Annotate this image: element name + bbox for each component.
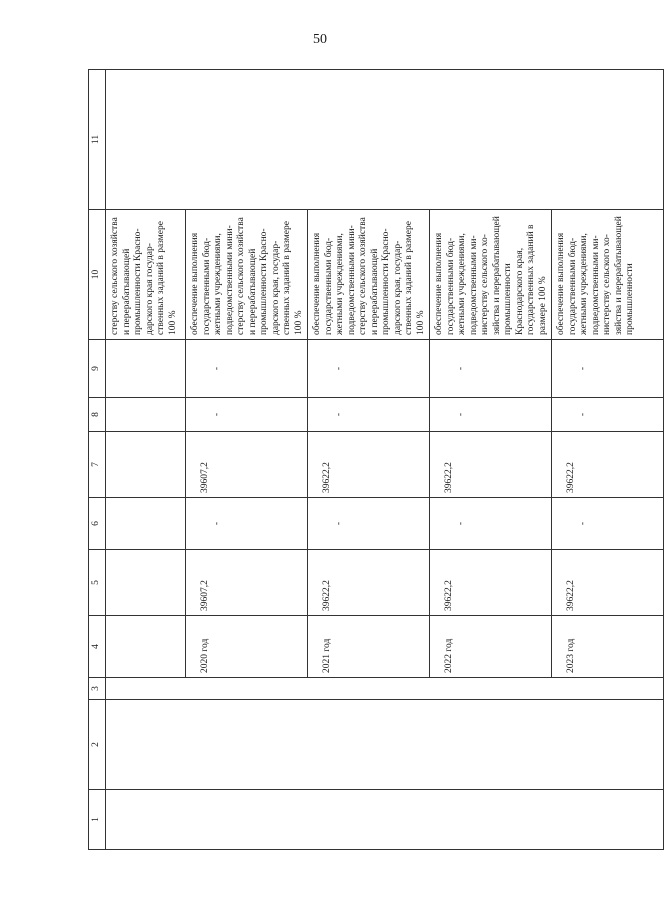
table-row xyxy=(106,70,186,850)
value-cell: - xyxy=(552,498,664,550)
value-cell: - xyxy=(430,398,552,432)
column-number: 10 xyxy=(89,210,106,340)
table-cell xyxy=(106,398,186,432)
value-cell: 39622,2 xyxy=(552,550,664,616)
column-number: 7 xyxy=(89,432,106,498)
column-number: 2 xyxy=(89,700,106,790)
value-cell: - xyxy=(430,340,552,398)
value-cell: - xyxy=(308,340,430,398)
value-cell: 39622,2 xyxy=(308,432,430,498)
value-cell: - xyxy=(552,340,664,398)
year-cell: 2021 год xyxy=(308,616,430,678)
value-cell: 39607,2 xyxy=(186,550,308,616)
column-number: 5 xyxy=(89,550,106,616)
value-cell: 39622,2 xyxy=(430,550,552,616)
description-cell: обеспечение выполнения государственными бюджетными учреждениями, подведомственными министерству сельского хозяйства и перерабатывающей промышленности Краснодарского края, государственных заданий в размере 100 % xyxy=(308,210,430,340)
table-cell xyxy=(106,70,664,210)
value-cell: 39607,2 xyxy=(186,432,308,498)
column-number: 11 xyxy=(89,70,106,210)
rotated-table-area xyxy=(88,70,635,850)
table-cell xyxy=(106,340,186,398)
value-cell: - xyxy=(308,398,430,432)
column-number-row xyxy=(89,70,106,850)
column-number: 1 xyxy=(89,790,106,850)
table-cell xyxy=(106,432,186,498)
value-cell: 39622,2 xyxy=(430,432,552,498)
column-number: 8 xyxy=(89,398,106,432)
value-cell: - xyxy=(308,498,430,550)
table-cell xyxy=(106,550,186,616)
value-cell: 39622,2 xyxy=(552,432,664,498)
year-cell: 2022 год xyxy=(430,616,552,678)
description-cell: обеспечение выполнения государственными бюджетными учреждениями, подведомственными министерству сельского хозяйства и перерабатывающей промышленности Краснодарского края, государственных заданий в размере 100 % xyxy=(186,210,308,340)
column-number: 9 xyxy=(89,340,106,398)
table-cell xyxy=(106,616,186,678)
description-cell: стерству сельского хозяйства и перерабатывающей промышленности Краснодарского края государственных заданий в размере 100 % xyxy=(106,210,186,340)
value-cell: - xyxy=(430,498,552,550)
value-cell: 39622,2 xyxy=(308,550,430,616)
description-cell: обеспечение выполнения государственными бюджетными учреждениями, подведомственными министерству сельского хозяйства и перерабатывающей промышленности xyxy=(552,210,664,340)
page-number: 50 xyxy=(313,32,327,47)
rotated-table-container xyxy=(88,70,635,850)
value-cell: - xyxy=(186,398,308,432)
value-cell: - xyxy=(186,498,308,550)
program-table xyxy=(88,69,664,850)
description-cell: обеспечение выполнения государственными бюджетными учреждениями, подведомственными министерству сельского хозяйства и перерабатывающей промышленности Краснодарского края, государственных заданий в размере 100 % xyxy=(430,210,552,340)
column-number: 4 xyxy=(89,616,106,678)
value-cell: - xyxy=(186,340,308,398)
table-cell xyxy=(106,700,664,790)
year-cell: 2020 год xyxy=(186,616,308,678)
column-number: 6 xyxy=(89,498,106,550)
value-cell: - xyxy=(552,398,664,432)
column-number: 3 xyxy=(89,678,106,700)
year-cell: 2023 год xyxy=(552,616,664,678)
table-cell xyxy=(106,790,664,850)
table-cell xyxy=(106,498,186,550)
table-cell xyxy=(106,678,664,700)
